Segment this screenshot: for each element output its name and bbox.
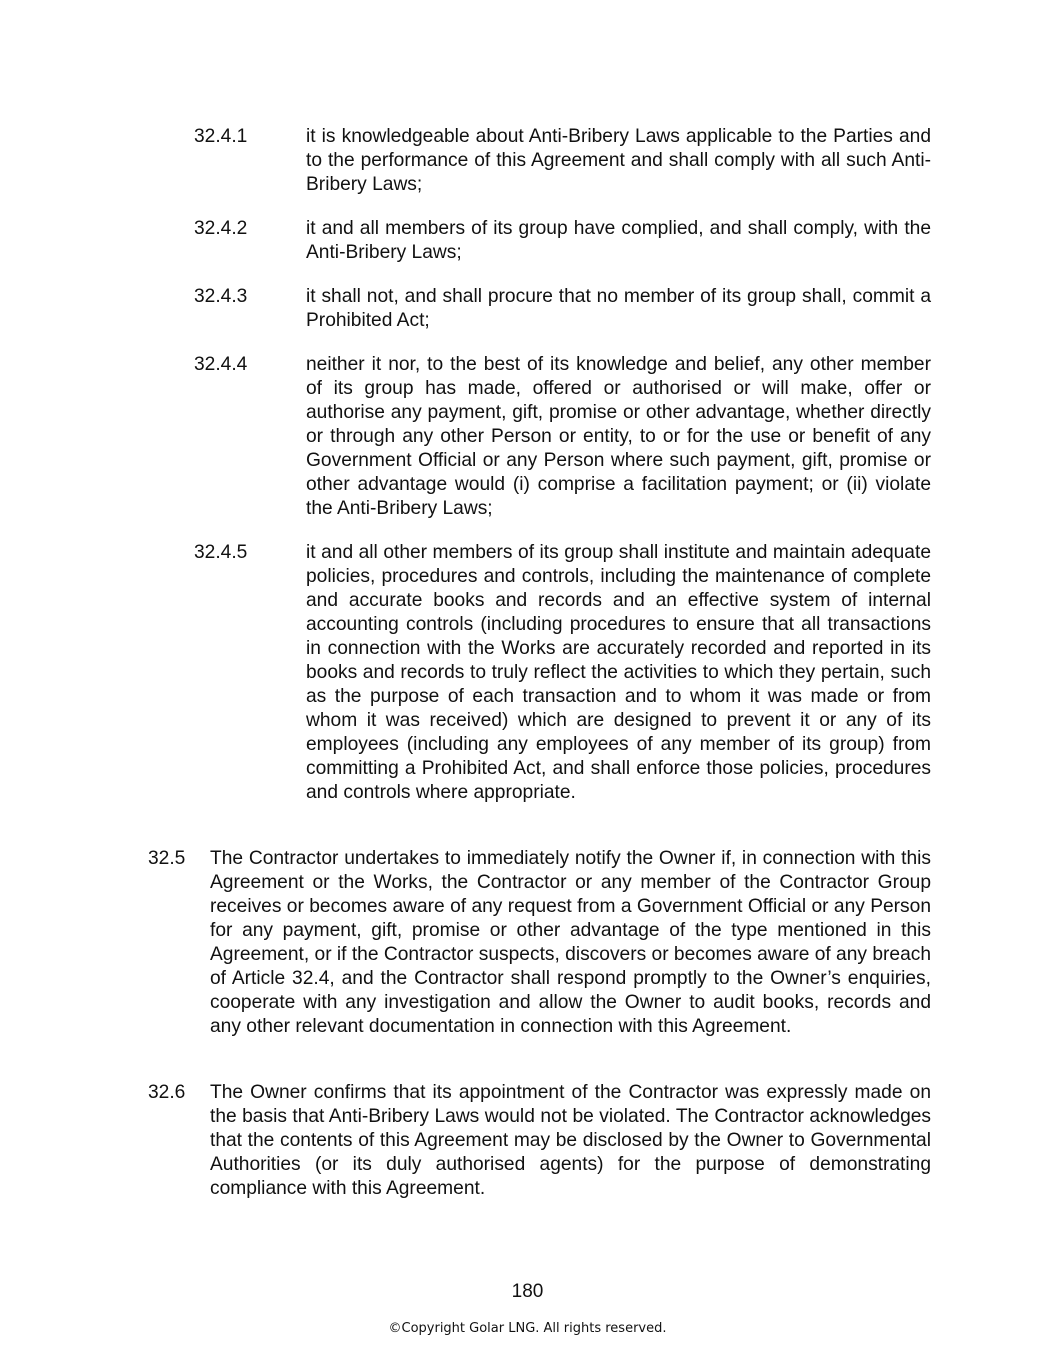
clause-text: it and all members of its group have complied, and shall comply, with the Anti-Bribery Laws; xyxy=(306,218,931,263)
clause-number: 32.4.5 xyxy=(194,542,248,563)
clause-number: 32.4.3 xyxy=(194,286,248,307)
clause-number: 32.4.4 xyxy=(194,354,248,375)
clause-32-4-1 xyxy=(194,125,931,197)
clause-text: neither it nor, to the best of its knowledge and belief, any other member of its group has made, offered or authorised or will make, offer or authorise any payment, gift, promise or other advantage, whether directly or through any other Person or entity, to or for the use or benefit of any Government Official or any Person where such payment, gift, promise or other advantage would (i) comprise a facilitation payment; or (ii) violate the Anti-Bribery Laws; xyxy=(306,354,931,519)
clause-32-6 xyxy=(148,1081,931,1201)
copyright-footer: ©Copyright Golar LNG. All rights reserved. xyxy=(388,1321,667,1336)
clause-32-4-3 xyxy=(194,285,931,333)
clause-text: The Owner confirms that its appointment of the Contractor was expressly made on the basis that Anti-Bribery Laws would not be violated. The Contractor acknowledges that the contents of this Agreement may be disclosed by the Owner to Governmental Authorities (or its duly authorised agents) for the purpose of demonstrating compliance with this Agreement. xyxy=(210,1082,931,1199)
clause-text: it shall not, and shall procure that no member of its group shall, commit a Prohibited Act; xyxy=(306,286,931,331)
clause-text: it and all other members of its group shall institute and maintain adequate policies, procedures and controls, including the maintenance of complete and accurate books and records and an effective system of internal accounting controls (including procedures to ensure that all transactions in connection with the Works are accurately recorded and reported in its books and records to truly reflect the activities to which they pertain, such as the purpose of each transaction and to whom it was made or from whom it was received) which are designed to prevent it or any of its employees (including any employees of any member of its group) from committing a Prohibited Act, and shall enforce those policies, procedures and controls where appropriate. xyxy=(306,542,931,803)
clause-number: 32.6 xyxy=(148,1082,186,1103)
clause-number: 32.4.1 xyxy=(194,126,248,147)
clause-32-4-4 xyxy=(194,353,931,521)
clause-text: The Contractor undertakes to immediately notify the Owner if, in connection with this Agreement or the Works, the Contractor or any member of the Contractor Group receives or becomes aware of any request from a Government Official or any Person for any payment, gift, promise or other advantage of the type mentioned in this Agreement, or if the Contractor suspects, discovers or becomes aware of any breach of Article 32.4, and the Contractor shall respond promptly to the Owner’s enquiries, cooperate with any investigation and allow the Owner to audit books, records and any other relevant documentation in connection with this Agreement. xyxy=(210,848,931,1037)
clause-number: 32.4.2 xyxy=(194,218,248,239)
clause-32-4-5 xyxy=(194,541,931,805)
clause-text: it is knowledgeable about Anti-Bribery Laws applicable to the Parties and to the performance of this Agreement and shall comply with all such Anti-Bribery Laws; xyxy=(306,126,931,195)
page-number: 180 xyxy=(511,1281,544,1302)
clause-32-4-2 xyxy=(194,217,931,265)
clause-number: 32.5 xyxy=(148,848,186,869)
clause-32-5 xyxy=(148,847,931,1039)
